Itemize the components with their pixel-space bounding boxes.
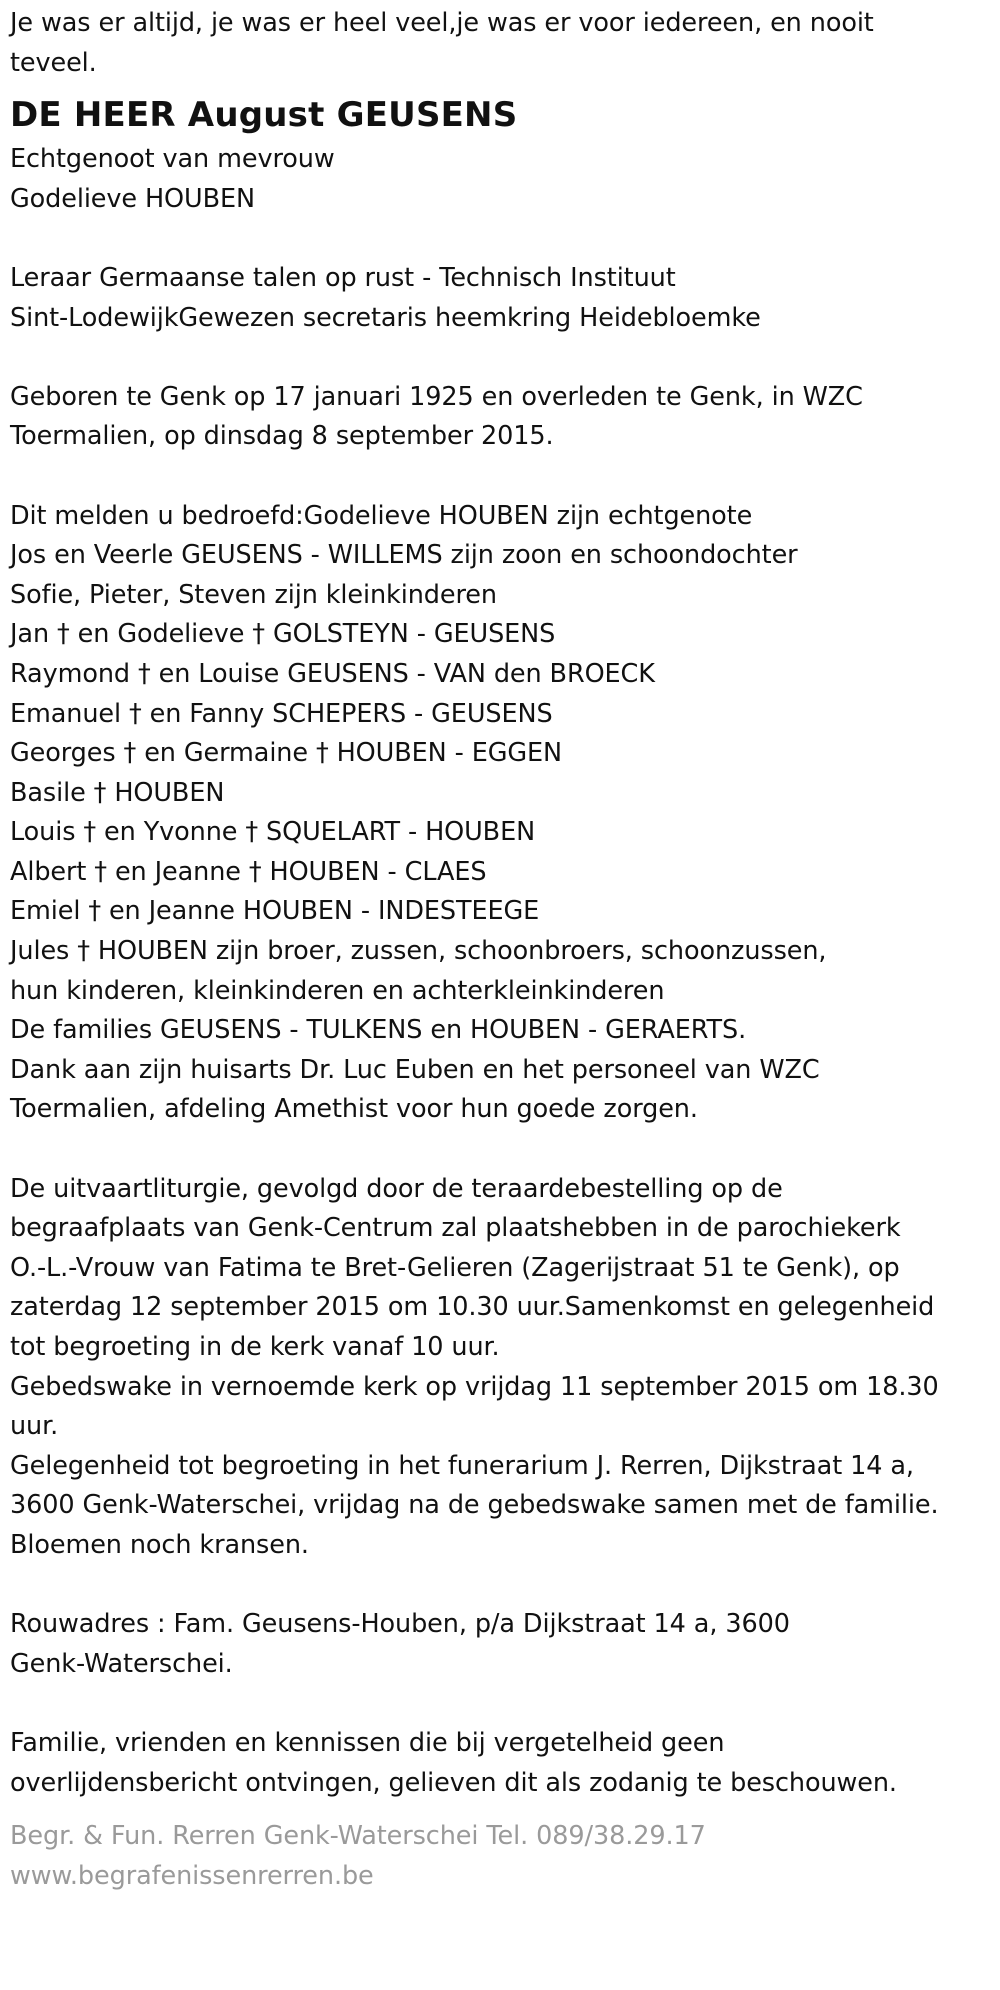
funeral-line: 3600 Genk-Waterschei, vrijdag na de gebedswake samen met de familie. xyxy=(10,1490,939,1521)
notice-block xyxy=(10,1724,990,1803)
intro-quote xyxy=(10,4,990,83)
spacer xyxy=(10,219,990,259)
occupation-block xyxy=(10,259,990,338)
spacer xyxy=(10,338,990,378)
occupation-line: Leraar Germaanse talen op rust - Technisch Instituut xyxy=(10,262,676,293)
announcement-line: Jos en Veerle GEUSENS - WILLEMS zijn zoon en schoondochter xyxy=(10,540,798,571)
spacer xyxy=(10,1684,990,1724)
spouse-block xyxy=(10,140,990,219)
birth-death-line: Geboren te Genk op 17 januari 1925 en overleden te Genk, in WZC xyxy=(10,381,863,412)
spouse-line: Echtgenoot van mevrouw xyxy=(10,144,335,175)
funeral-line: zaterdag 12 september 2015 om 10.30 uur.Samenkomst en gelegenheid xyxy=(10,1292,935,1323)
announcement-line: De families GEUSENS - TULKENS en HOUBEN - GERAERTS. xyxy=(10,1015,747,1046)
occupation-line: Sint-LodewijkGewezen secretaris heemkring Heidebloemke xyxy=(10,302,761,333)
notice-line: overlijdensbericht ontvingen, gelieven dit als zodanig te beschouwen. xyxy=(10,1767,897,1798)
announcement-line: Dit melden u bedroefd:Godelieve HOUBEN zijn echtgenote xyxy=(10,500,753,531)
deceased-name: DE HEER August GEUSENS xyxy=(10,95,518,136)
spacer xyxy=(10,1566,990,1606)
announcement-line: Sofie, Pieter, Steven zijn kleinkinderen xyxy=(10,579,497,610)
funeral-line: tot begroeting in de kerk vanaf 10 uur. xyxy=(10,1332,500,1362)
announcement-line: hun kinderen, kleinkinderen en achterkleinkinderen xyxy=(10,975,665,1006)
announcement-line: Raymond † en Louise GEUSENS - VAN den BROECK xyxy=(10,658,655,689)
funeral-line: Bloemen noch kransen. xyxy=(10,1529,309,1560)
funeral-line: De uitvaartliturgie, gevolgd door de teraardebestelling op de xyxy=(10,1173,783,1204)
address-line: Rouwadres : Fam. Geusens-Houben, p/a Dijkstraat 14 a, 3600 xyxy=(10,1609,790,1640)
announcement-line: Basile † HOUBEN xyxy=(10,777,225,808)
announcement-line: Albert † en Jeanne † HOUBEN - CLAES xyxy=(10,856,487,887)
address-line: Genk-Waterschei. xyxy=(10,1648,233,1679)
funeral-block xyxy=(10,1170,990,1566)
funeral-line: O.-L.-Vrouw van Fatima te Bret-Gelieren (Zagerijstraat 51 te Genk), op xyxy=(10,1252,900,1283)
funeral-line: Gebedswake in vernoemde kerk op vrijdag 11 september 2015 om 18.30 xyxy=(10,1371,939,1402)
footer xyxy=(10,1817,990,1896)
announcement-line: Louis † en Yvonne † SQUELART - HOUBEN xyxy=(10,817,536,848)
announcement-line: Dank aan zijn huisarts Dr. Luc Euben en het personeel van WZC xyxy=(10,1054,820,1085)
intro-line: teveel. xyxy=(10,47,97,78)
birth-death-block xyxy=(10,378,990,457)
announcement-line: Toermalien, afdeling Amethist voor hun goede zorgen. xyxy=(10,1094,698,1125)
announcement-line: Jules † HOUBEN zijn broer, zussen, schoonbroers, schoonzussen, xyxy=(10,936,827,967)
notice-line: Familie, vrienden en kennissen die bij vergetelheid geen xyxy=(10,1727,725,1758)
intro-line: Je was er altijd, je was er heel veel,je was er voor iedereen, en nooit xyxy=(10,8,874,38)
funeral-home-contact: Begr. & Fun. Rerren Genk-Waterschei Tel. 089/38.29.17 xyxy=(10,1821,706,1852)
announcement-line: Emanuel † en Fanny SCHEPERS - GEUSENS xyxy=(10,698,553,729)
birth-death-line: Toermalien, op dinsdag 8 september 2015. xyxy=(10,421,554,452)
announcement-line: Georges † en Germaine † HOUBEN - EGGEN xyxy=(10,738,563,769)
spouse-line: Godelieve HOUBEN xyxy=(10,183,255,214)
announcement-line: Jan † en Godelieve † GOLSTEYN - GEUSENS xyxy=(10,619,556,650)
funeral-line: uur. xyxy=(10,1411,59,1442)
funeral-home-website[interactable]: www.begrafenissenrerren.be xyxy=(10,1860,374,1891)
address-block xyxy=(10,1605,990,1684)
spacer xyxy=(10,457,990,497)
announcement-line: Emiel † en Jeanne HOUBEN - INDESTEEGE xyxy=(10,896,540,927)
announcement-block xyxy=(10,497,990,1131)
funeral-line: Gelegenheid tot begroeting in het funerarium J. Rerren, Dijkstraat 14 a, xyxy=(10,1450,914,1481)
funeral-line: begraafplaats van Genk-Centrum zal plaatshebben in de parochiekerk xyxy=(10,1213,901,1244)
spacer xyxy=(10,1130,990,1170)
